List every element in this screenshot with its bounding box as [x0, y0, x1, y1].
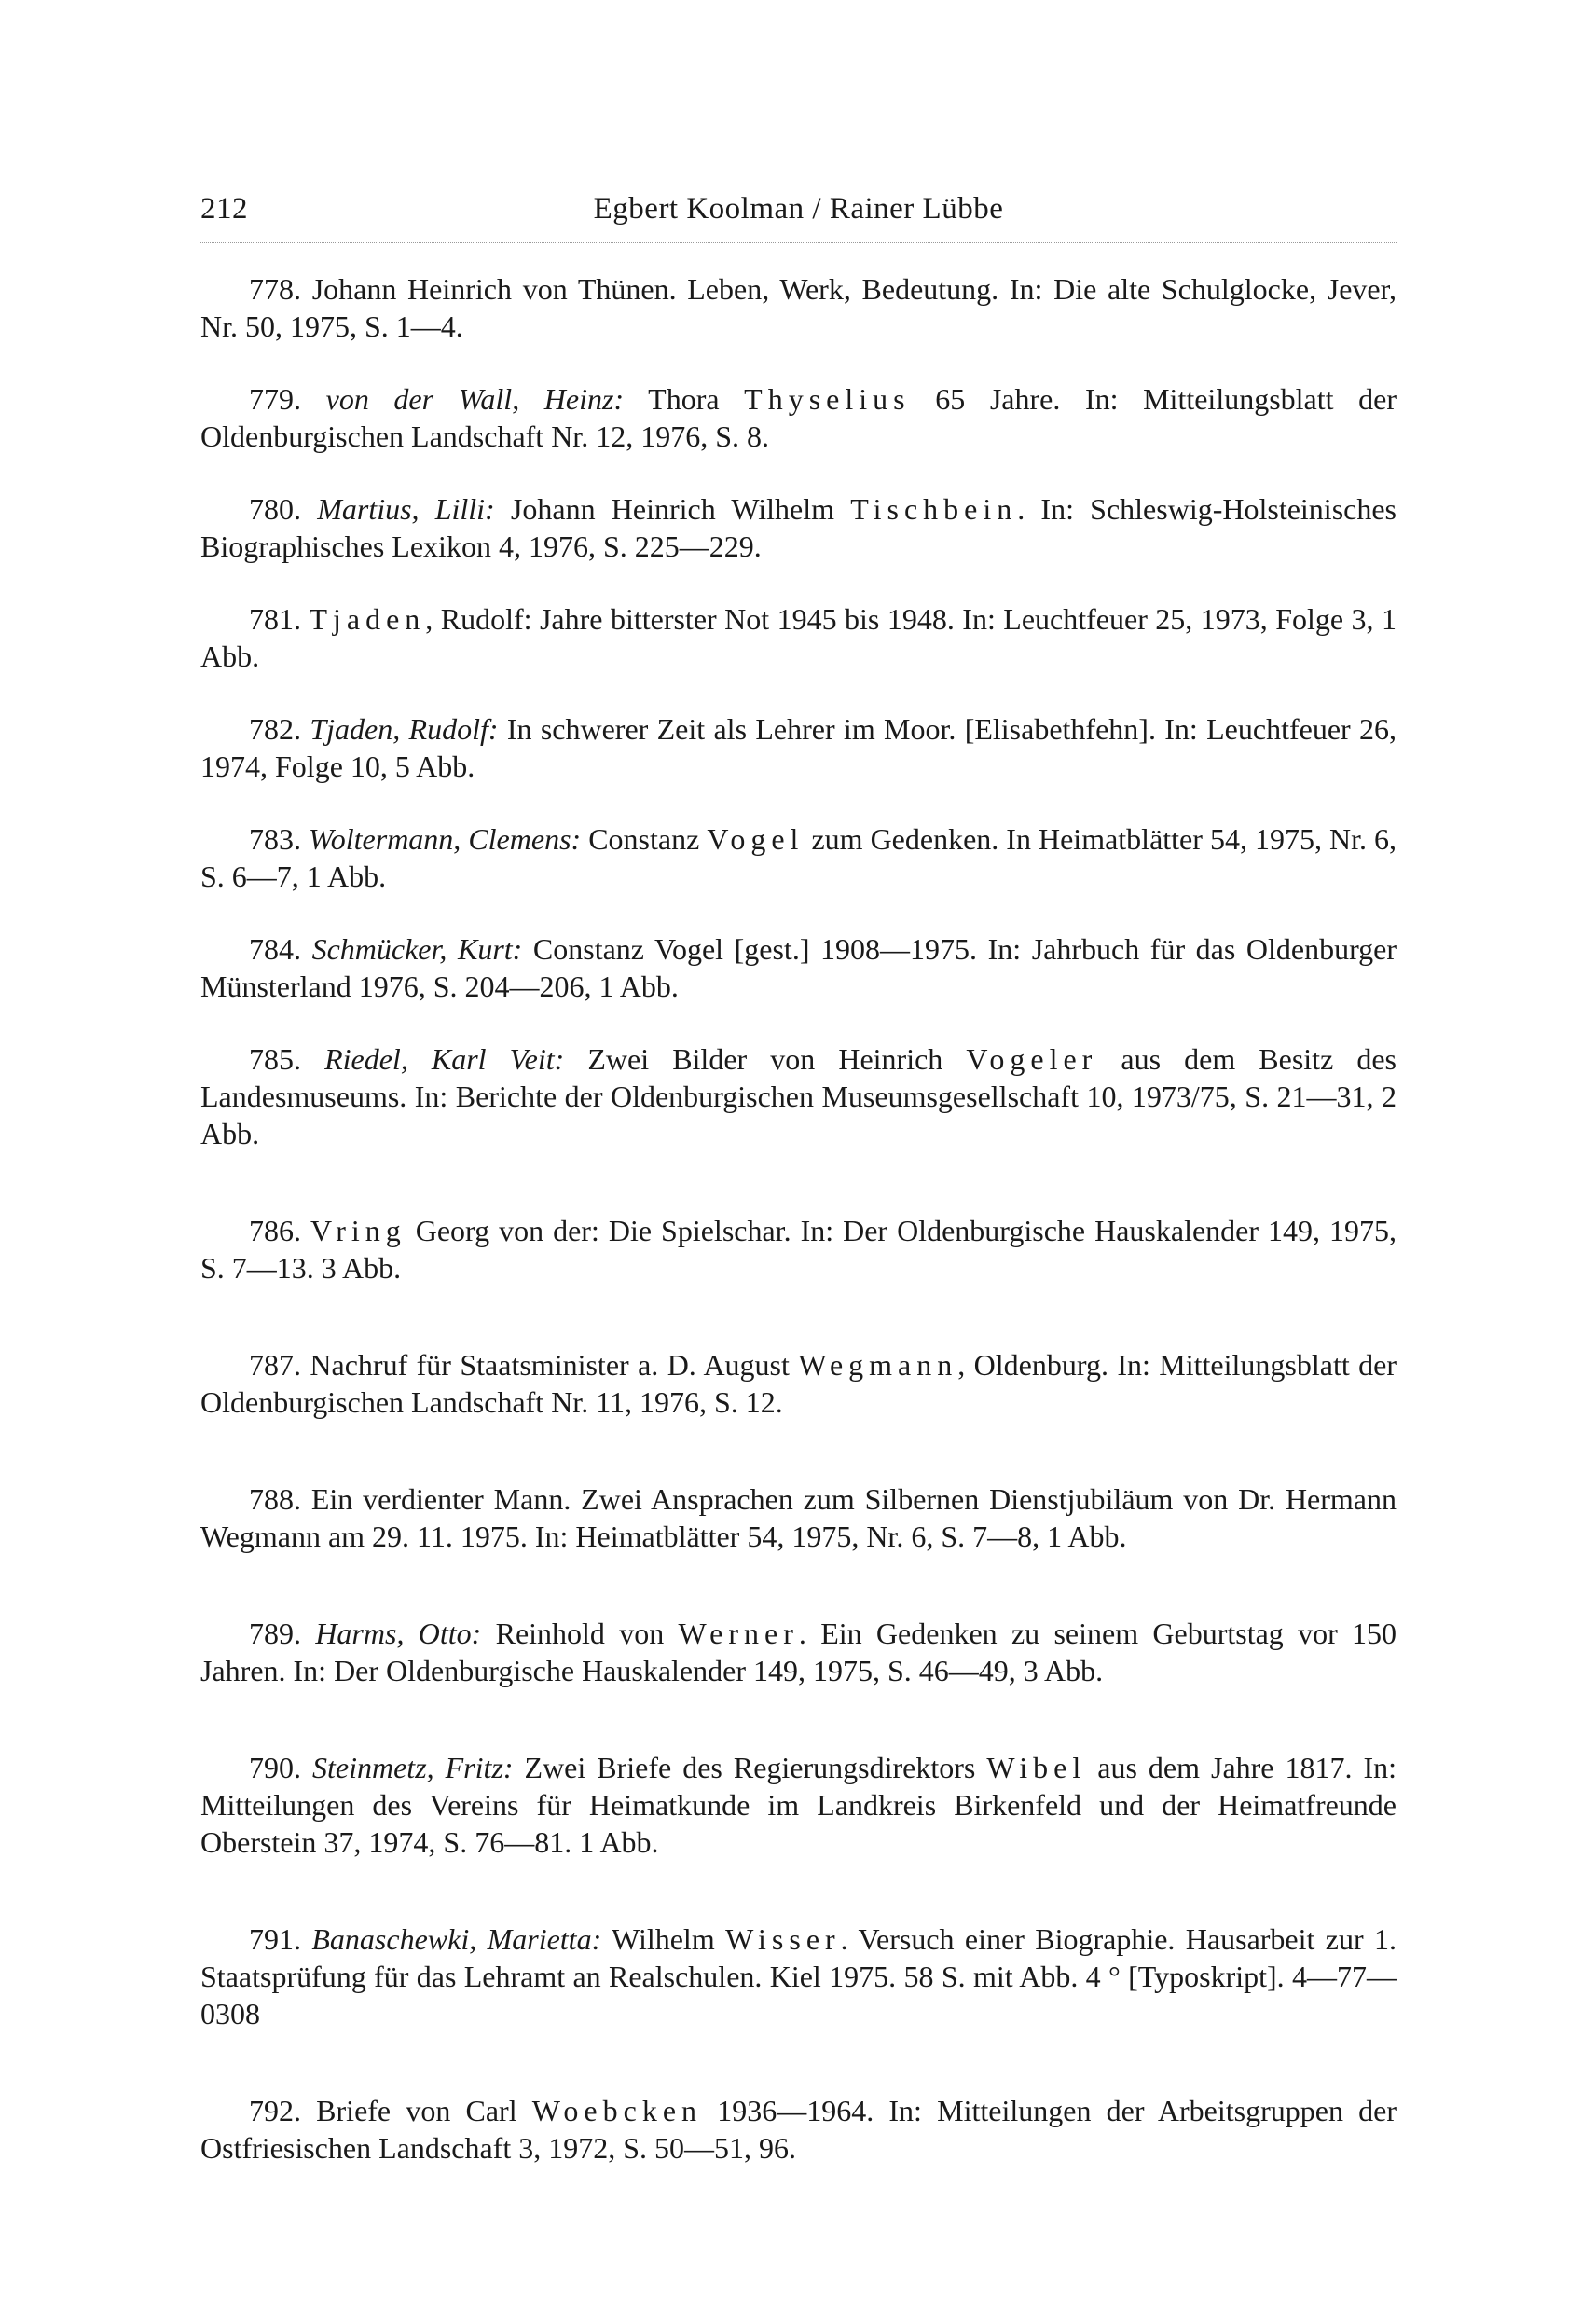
entry-author: Tjaden, Rudolf: [310, 712, 499, 746]
entry-text: Zwei Briefe des Regierungsdirektors [513, 1751, 987, 1784]
entry-author: Steinmetz, Fritz: [312, 1751, 514, 1784]
entry-text: . Ein Gedenken zu seinem Geburtstag vor 150 Jahren. In: Der Oldenburgische Hauskalender 149, 1975, S. 46—49, 3 Abb. [200, 1617, 1397, 1687]
entry-text: Zwei Bilder von Heinrich [564, 1042, 967, 1076]
entry-author: Woltermann, Clemens: [309, 822, 582, 856]
header-rule [200, 242, 1396, 243]
entry-subject-name: Thyselius [744, 382, 911, 416]
entry-number: 787. [249, 1348, 301, 1382]
entry-number: 792. [249, 2094, 301, 2127]
bibliography-entry [200, 1749, 1396, 1861]
entry-subject-name: Tischbein [850, 492, 1018, 526]
entry-text: Nachruf für Staatsminister a. D. August [301, 1348, 799, 1382]
entry-subject-name: Vogel [707, 822, 805, 856]
entry-text: In schwerer Zeit als Lehrer im Moor. [Elisabethfehn]. In: Leuchtfeuer 26, 1974, Folge 10, 5 Abb. [200, 712, 1397, 783]
entry-text: Ein verdienter Mann. Zwei Ansprachen zum Silbernen Dienstjubiläum von Dr. Hermann Wegmann am 29. 11. 1975. In: Heimatblätter 54, 1975, Nr. 6, S. 7—8, 1 Abb. [200, 1482, 1396, 1553]
entry-author: von der Wall, Heinz: [325, 382, 625, 416]
entry-text: , Oldenburg. In: Mitteilungsblatt der Oldenburgischen Landschaft Nr. 11, 1976, S. 12. [200, 1348, 1397, 1419]
entry-number: 791. [249, 1922, 301, 1956]
entry-author: Banaschewki, Marietta: [311, 1922, 602, 1956]
bibliography-entry [200, 1346, 1396, 1421]
entry-subject-name: Werner [678, 1617, 799, 1650]
entry-author: Tjaden [309, 602, 426, 636]
bibliography-entry [200, 1212, 1396, 1287]
bibliography-entry [200, 820, 1396, 895]
bibliography-entry [200, 2092, 1396, 2167]
entry-text: Wilhelm [601, 1922, 726, 1956]
entry-text: Johann Heinrich von Thünen. Leben, Werk, Bedeutung. In: Die alte Schulglocke, Jever, Nr. 50, 1975, S. 1—4. [200, 272, 1396, 343]
bibliography-entry [200, 710, 1396, 785]
entry-text [301, 1922, 311, 1956]
entry-text: , Rudolf: Jahre bitterster Not 1945 bis 1948. In: Leuchtfeuer 25, 1973, Folge 3, 1 Abb. [200, 602, 1397, 673]
entry-number: 779. [249, 382, 301, 416]
page-number: 212 [200, 192, 248, 226]
entry-text: 65 Jahre. In: Mitteilungsblatt der Oldenburgischen Landschaft Nr. 12, 1976, S. 8. [200, 382, 1396, 453]
bibliography-entry [200, 490, 1396, 565]
entry-subject-name: Wegmann [798, 1348, 958, 1382]
entry-number: 786. [249, 1214, 301, 1247]
entry-subject-name: Wisser [725, 1922, 841, 1956]
entry-author: Schmücker, Kurt: [311, 932, 523, 966]
bibliography-entry [200, 270, 1396, 345]
entry-number: 789. [249, 1617, 301, 1650]
entry-text [301, 822, 309, 856]
entry-text: 1936—1964. In: Mitteilungen der Arbeitsgruppen der Ostfriesischen Landschaft 3, 1972, S. 50—51, 96. [200, 2094, 1397, 2165]
entry-subject-name: Vogeler [966, 1042, 1098, 1076]
entry-number: 780. [249, 492, 301, 526]
entry-text: zum Gedenken. In Heimatblätter 54, 1975, Nr. 6, S. 6—7, 1 Abb. [200, 822, 1397, 893]
entry-text: Briefe von Carl [301, 2094, 532, 2127]
entry-number: 790. [249, 1751, 301, 1784]
running-head: Egbert Koolman / Rainer Lübbe [593, 192, 1004, 226]
entry-number: 783. [249, 822, 301, 856]
entry-text [301, 1214, 310, 1247]
entry-text: Johann Heinrich Wilhelm [494, 492, 851, 526]
entry-number: 785. [249, 1042, 301, 1076]
entry-text: Georg von der: Die Spielschar. In: Der Oldenburgische Hauskalender 149, 1975, S. 7—13. 3 Abb. [200, 1214, 1397, 1285]
entry-text [301, 382, 326, 416]
entry-text: Constanz [581, 822, 708, 856]
entry-number: 782. [249, 712, 301, 746]
entry-text: aus dem Besitz des Landesmuseums. In: Berichte der Oldenburgischen Museumsgesellschaft 10, 1973/75, S. 21—31, 2 Abb. [200, 1042, 1397, 1150]
entry-text: Reinhold von [481, 1617, 679, 1650]
bibliography-entry [200, 930, 1396, 1005]
entry-text [301, 492, 317, 526]
entry-author: Riedel, Karl Veit: [324, 1042, 565, 1076]
entry-number: 778. [249, 272, 301, 306]
bibliography-entry [200, 1480, 1396, 1555]
entry-text [301, 932, 312, 966]
entry-text [301, 712, 310, 746]
entry-text [301, 1617, 315, 1650]
entry-text: . In: Schleswig-Holsteinisches Biographisches Lexikon 4, 1976, S. 225—229. [200, 492, 1397, 563]
entry-subject-name: Woebcken [531, 2094, 703, 2127]
entry-text [301, 1751, 312, 1784]
entry-author: Harms, Otto: [315, 1617, 482, 1650]
entry-subject-name: Vring [310, 1214, 406, 1247]
entry-number: 781. [249, 602, 301, 636]
entry-text: Constanz Vogel [gest.] 1908—1975. In: Jahrbuch für das Oldenburger Münsterland 1976, S. 204—206, 1 Abb. [200, 932, 1397, 1003]
entry-text [301, 1042, 324, 1076]
entry-text: . Versuch einer Biographie. Hausarbeit zur 1. Staatsprüfung für das Lehramt an Realschulen. Kiel 1975. 58 S. mit Abb. 4 ° [Typoskript]. 4—77—0308 [200, 1922, 1397, 2030]
bibliography-entry [200, 1040, 1396, 1152]
bibliography-entry [200, 1920, 1396, 2032]
entry-author: Martius, Lilli: [317, 492, 495, 526]
entry-number: 784. [249, 932, 301, 966]
entry-text: Thora [624, 382, 745, 416]
bibliography-entry [200, 1615, 1396, 1689]
bibliography-entry [200, 380, 1396, 455]
page-header [200, 186, 1396, 233]
entry-text: aus dem Jahre 1817. In: Mitteilungen des Vereins für Heimatkunde im Landkreis Birkenfeld und der Heimatfreunde Oberstein 37, 1974, S. 76—81. 1 Abb. [200, 1751, 1397, 1859]
bibliography-entry [200, 600, 1396, 675]
bibliography-list [200, 270, 1396, 2202]
entry-number: 788. [249, 1482, 301, 1516]
entry-subject-name: Wibel [986, 1751, 1087, 1784]
